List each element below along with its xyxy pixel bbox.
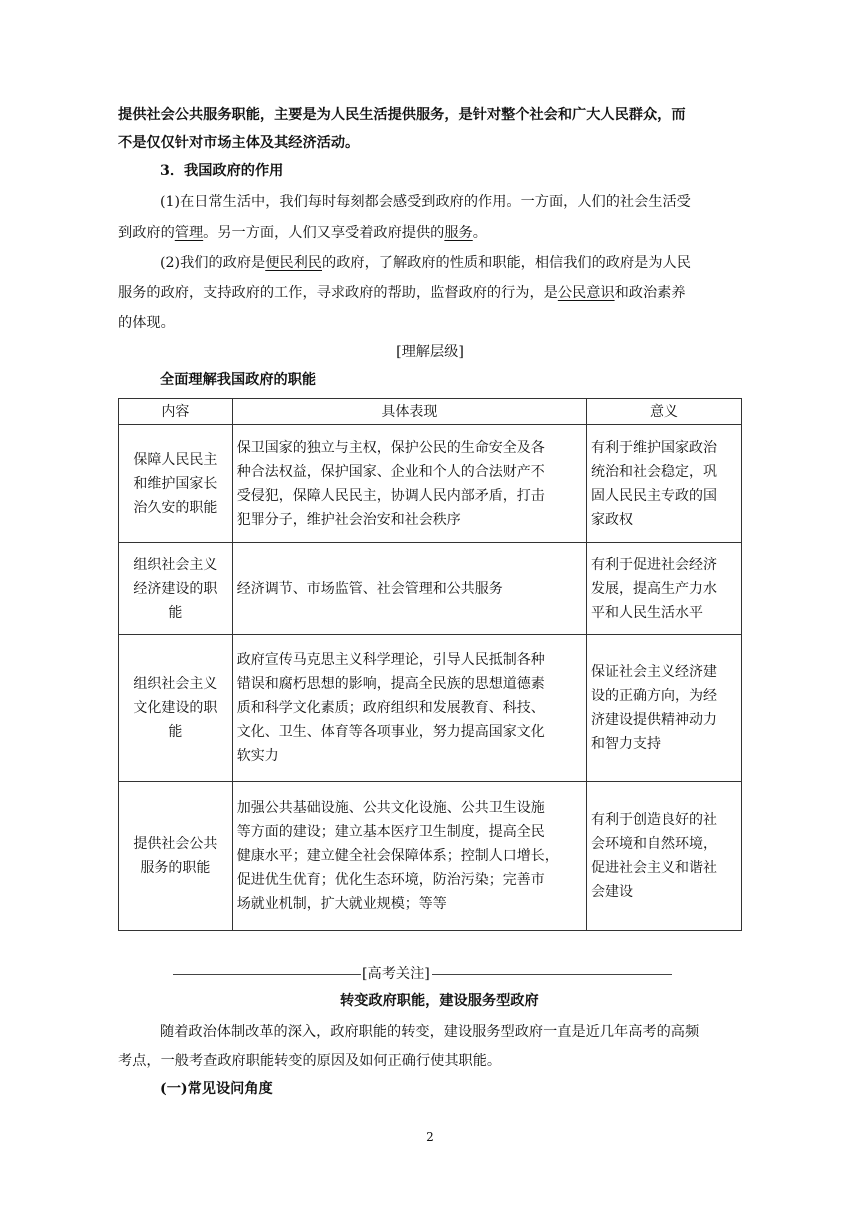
cell-line: 经济调节、市场监管、社会管理和公共服务 (236, 580, 503, 597)
cell-line: 发展，提高生产力水 (590, 580, 717, 597)
cell-content (119, 543, 233, 635)
underlined-term-convenience: 便民利民 (265, 255, 322, 271)
cell-line: 加强公共基础设施、公共文化设施、公共卫生设施 (236, 800, 545, 816)
cell-line: 有利于促进社会经济 (590, 556, 717, 573)
header-meaning: 意义 (586, 399, 741, 425)
exam-para-line-2: 考点，一般考查政府职能转变的原因及如何正确行使其职能。 (118, 1053, 502, 1069)
cell-line: 种合法权益，保护国家、企业和个人的合法财产不 (236, 463, 545, 480)
cell-line: 文化、卫生、体育等各项事业，努力提高国家文化 (236, 724, 545, 740)
cell-meaning (586, 782, 741, 931)
cell-line: 提供社会公共 (133, 836, 218, 852)
section-3-heading: 3．我国政府的作用 (160, 163, 284, 179)
para-2-line-1 (160, 252, 784, 274)
divider-left (173, 974, 361, 975)
cell-line: 经济建设的职 (133, 580, 218, 597)
underlined-term-civic-awareness: 公民意识 (557, 285, 615, 301)
level-label: [理解层级] (396, 344, 464, 360)
text-run: 。另一方面，人们又享受着政府提供的 (203, 225, 445, 241)
cell-line: 设的正确方向，为经 (590, 688, 717, 704)
government-functions-table (118, 398, 742, 931)
cell-line: 能 (168, 604, 183, 621)
cell-line: 治久安的职能 (133, 499, 218, 516)
cell-line: 软实力 (236, 748, 279, 764)
header-content: 内容 (119, 399, 233, 425)
cell-line: 促进社会主义和谐社 (590, 860, 717, 876)
cell-line: 固人民民主专政的国 (590, 487, 717, 504)
cell-line: 健康水平；建立健全社会保障体系；控制人口增长， (236, 848, 559, 864)
cell-line: 统治和社会稳定，巩 (590, 463, 717, 480)
table-row (119, 425, 742, 543)
cell-line: 平和人民生活水平 (590, 604, 703, 621)
cell-content (119, 425, 233, 543)
cell-line: 服务的职能 (140, 860, 211, 876)
cell-detail (232, 782, 586, 931)
underlined-term-service: 服务 (444, 225, 473, 241)
cell-line: 质和科学文化素质；政府组织和发展教育、科技、 (236, 700, 545, 716)
page-number: 2 (426, 1130, 434, 1144)
exam-title: 转变政府职能，建设服务型政府 (340, 993, 539, 1009)
intro-line-1: 提供社会公共服务职能，主要是为人民生活提供服务，是针对整个社会和广大人民群众，而 (118, 107, 686, 123)
underlined-term-management: 管理 (174, 225, 204, 241)
cell-meaning (586, 635, 741, 782)
table-title: 全面理解我国政府的职能 (160, 372, 317, 388)
table-row (119, 543, 742, 635)
text-run: (2)我们的政府是 (160, 255, 266, 271)
cell-content (119, 635, 233, 782)
para-1-line-1: (1)在日常生活中，我们每时每刻都会感受到政府的作用。一方面，人们的社会生活受 (160, 194, 691, 210)
cell-line: 济建设提供精神动力 (590, 712, 717, 728)
cell-line: 政府宣传马克思主义科学理论，引导人民抵制各种 (236, 652, 545, 668)
cell-line: 组织社会主义 (133, 676, 218, 692)
exam-label: [高考关注] (362, 966, 430, 982)
cell-content (119, 782, 233, 931)
cell-line: 错误和腐朽思想的影响，提高全民族的思想道德素 (236, 676, 545, 692)
cell-line: 和智力支持 (590, 736, 661, 752)
cell-line: 促进优生优育；优化生态环境，防治污染；完善市 (236, 872, 545, 888)
cell-line: 会建设 (590, 884, 633, 900)
cell-detail (232, 543, 586, 635)
para-2-line-2 (118, 282, 742, 304)
sub-heading: (一)常见设问角度 (160, 1081, 273, 1097)
text-run: 的政府，了解政府的性质和职能，相信我们的政府是为人民 (322, 255, 691, 271)
cell-detail (232, 635, 586, 782)
cell-line: 和维护国家长 (133, 475, 218, 492)
cell-line: 有利于维护国家政治 (590, 439, 717, 456)
intro-line-2: 不是仅仅针对市场主体及其经济活动。 (118, 135, 360, 151)
cell-line: 能 (168, 724, 183, 740)
cell-line: 会环境和自然环境， (590, 836, 717, 852)
cell-line: 保障人民民主 (133, 451, 218, 468)
text-run: 服务的政府，支持政府的工作，寻求政府的帮助，监督政府的行为，是 (118, 285, 558, 301)
para-1-line-2 (118, 222, 742, 244)
cell-meaning (586, 543, 741, 635)
table-header-row (119, 399, 742, 425)
text-run: 和政治素养 (614, 285, 686, 301)
exam-para-line-1: 随着政治体制改革的深入，政府职能的转变，建设服务型政府一直是近几年高考的高频 (160, 1024, 700, 1040)
cell-meaning (586, 425, 741, 543)
table-row (119, 782, 742, 931)
cell-line: 文化建设的职 (133, 700, 218, 716)
header-detail: 具体表现 (232, 399, 586, 425)
cell-line: 组织社会主义 (133, 556, 218, 573)
cell-line: 家政权 (590, 511, 633, 528)
table-row (119, 635, 742, 782)
cell-line: 受侵犯，保障人民民主，协调人民内部矛盾，打击 (236, 487, 545, 504)
cell-line: 场就业机制，扩大就业规模；等等 (236, 896, 447, 912)
divider-right (432, 974, 672, 975)
cell-line: 保证社会主义经济建 (590, 664, 717, 680)
cell-line: 有利于创造良好的社 (590, 812, 717, 828)
para-2-line-3: 的体现。 (118, 315, 175, 331)
cell-detail (232, 425, 586, 543)
text-run: 。 (472, 225, 487, 241)
text-run: 到政府的 (118, 225, 175, 241)
cell-line: 保卫国家的独立与主权，保护公民的生命安全及各 (236, 439, 545, 456)
cell-line: 犯罪分子，维护社会治安和社会秩序 (236, 511, 461, 528)
cell-line: 等方面的建设；建立基本医疗卫生制度，提高全民 (236, 824, 545, 840)
